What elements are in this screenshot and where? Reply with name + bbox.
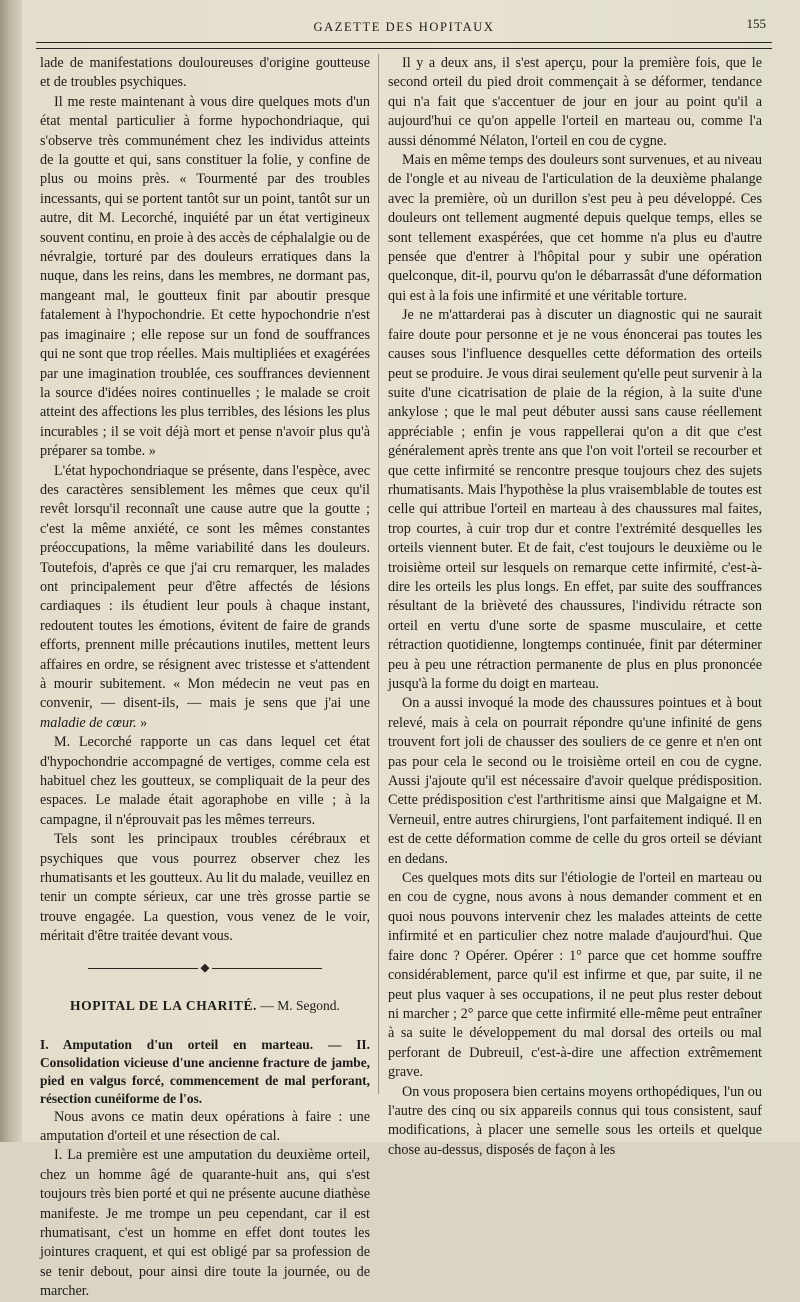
section-separator <box>40 959 370 978</box>
separator-line <box>212 968 322 969</box>
paragraph-text: » <box>136 714 148 731</box>
paragraph: On vous proposera bien certains moyens orthopédiques, l'un ou l'autre des cinq ou six appareils connus qui tous consistent, sauf modifications, à placer une semelle sous les orteils et quelque chose au-dessus, disposés de façon à les <box>388 1083 762 1158</box>
page-number: 155 <box>746 16 766 31</box>
paragraph: Il y a deux ans, il s'est aperçu, pour la première fois, que le second orteil du pied droit commençait à se déformer, tendance qui n'a fait que s'accentuer de jour en jour au point qu'il a aujourd'hui ce qu'on appelle l'orteil en marteau ou, comme l'a aussi dénommé Nélaton, l'orteil en cou de cygne. <box>388 55 762 149</box>
paragraph: Tels sont les principaux troubles cérébraux et psychiques que vous pourrez observer chez les rhumatisants et les goutteux. Au lit du malade, veuillez en tenir un compte sérieux, car une très grosse partie se trouve engagée. La question, vous venez de le voir, méritait d'être traitée devant vous. <box>40 831 370 945</box>
header-rule <box>36 42 772 49</box>
italic-phrase: maladie de cœur. <box>40 714 137 731</box>
separator-ornament: ◆ <box>200 961 210 974</box>
section-heading <box>40 996 370 1015</box>
paragraph: I. La première est une amputation du deuxième orteil, chez un homme âgé de quarante-huit ans, qui s'est toujours très bien porté et qui ne présente aucune diathèse manifeste. Je me trompe un peu cependant, car il est rhumatisant, c'est un homme en effet dont toutes les jointures craquent, et qui est obligé par sa profession de se tenir debout, pour ainsi dire toute la journée, ou de marcher. <box>40 1147 370 1300</box>
binding-spine <box>0 0 22 1142</box>
paragraph: Nous avons ce matin deux opérations à faire : une amputation d'orteil et une résection de cal. <box>40 1108 370 1144</box>
paragraph: On a aussi invoqué la mode des chaussures pointues et à bout relevé, mais à cela on pourrait répondre qu'une infinité de gens trouvent fort joli de chausser des souliers de ce genre et n'en ont pas pour cela le second ou le troisième orteil en cou de cygne. Aussi j'ajoute qu'il est nécessaire d'avoir quelque prédisposition. Cette prédisposition c'est l'arthritisme ainsi que Malgaigne et M. Verneuil, entre autres chirurgiens, l'ont parfaitement indiqué. Il en est de cette déformation comme de celle du gros orteil se déviant en dedans. <box>388 695 762 867</box>
section-author: — M. Segond. <box>257 998 340 1014</box>
left-column <box>40 54 370 1302</box>
paragraph <box>40 462 370 734</box>
separator-line <box>88 968 198 969</box>
running-title: GAZETTE DES HOPITAUX <box>313 20 495 34</box>
right-column <box>388 54 762 1160</box>
section-institution: HOPITAL DE LA CHARITÉ. <box>70 998 258 1014</box>
paragraph: M. Lecorché rapporte un cas dans lequel cet état d'hypochondrie accompagné de vertiges, comme cela est habituel chez les goutteux, se compliquait de la peur des espaces. Le malade était agoraphobe en ville ; à la campagne, il n'éprouvait pas les mêmes terreurs. <box>40 734 370 828</box>
paragraph: lade de manifestations douloureuses d'origine goutteuse et de troubles psychiques. <box>40 55 370 91</box>
page-header <box>36 16 772 42</box>
paragraph: Il me reste maintenant à vous dire quelques mots d'un état mental particulier à forme hypochondriaque, qui s'observe très communément chez les individus atteints de la goutte et qui, sans constituer la folie, y confine de plus ou moins près. « Tourmenté par des troubles incessants, qui se portent tantôt sur un point, tantôt sur un autre, dit M. Lecorché, inquiété par un état vertigineux souvent continu, en proie à des accès de céphalalgie ou de névralgie, torturé par des douleurs erratiques dans la nuque, dans les reins, dans les membres, ne dormant pas, mangeant mal, le goutteux finit par aboutir presque fatalement à l'hypochondrie. Et cette hypochondrie n'est pas imaginaire ; elle repose sur un fond de souffrances qui ne sont que trop réelles. Mais multipliées et exagérées par une imagination troublée, ces souffrances deviennent la source d'idées noires continuelles ; le malade se croit atteint des affections les plus terribles, des lésions les plus incurables ; il se voit déjà mort et pense n'avoir plus qu'à préparer sa tombe. » <box>40 93 370 460</box>
column-divider <box>378 54 379 1094</box>
paragraph-text: L'état hypochondriaque se présente, dans l'espèce, avec des caractères sensiblement les mêmes que ceux qu'il revêt lorsqu'il reconnaît une cause autre que la goutte ; c'est la même anxiété, ce sont les mêmes constantes préoccupations, la même variabilité dans les douleurs. Toutefois, d'après ce que j'ai cru remarquer, les malades ont principalement peur d'être affectés de lésions cardiaques : ils étudient leur pouls à chaque instant, redoutent toutes les émotions, évitent de faire de grands efforts, prennent mille précautions inutiles, mettent leurs affaires en ordre, se résignent avec tristesse et s'attendent à mourir subitement. « Mon médecin ne veut pas en convenir, — disent-ils, — mais je sens que j'ai une <box>40 462 370 712</box>
lecture-title: I. Amputation d'un orteil en marteau. — II. Consolidation vicieuse d'une ancienne fracture de jambe, pied en valgus forcé, commencement de mal perforant, résection cunéiforme de l'os. <box>40 1036 370 1106</box>
paragraph: Mais en même temps des douleurs sont survenues, et au niveau de l'ongle et au niveau de l'articulation de la deuxième phalange avec la première, où un durillon s'est peu à peu développé. Ces douleurs ont tellement augmenté depuis quelque temps, elles se sont tellement exaspérées, que cet homme n'a plus eu d'autre pensée que d'entrer à l'hôpital pour y subir une opération quelconque, dit-il, pourvu qu'on le débarrassât d'une déformation qui est à la fois une infirmité et une véritable torture. <box>388 152 762 304</box>
paragraph: Ces quelques mots dits sur l'étiologie de l'orteil en marteau ou en cou de cygne, nous avons à nous demander comment et en quoi nous pouvons intervenir chez les malades atteints de cette infirmité et en particulier chez notre malade d'aujourd'hui. Que faire donc ? Opérer. Opérer : 1° parce que cet homme souffre considérablement, parce qu'il est infirme et que, par suite, il ne peut plus vaquer à ses occupations, il ne peut plus rester debout ni marcher ; 2° parce que cette infirmité elle-même peut entraîner à sa suite le développement du mal dorsal des orteils ou mal perforant de Dubreuil, c'est-à-dire une affection extrêmement grave. <box>388 870 762 1081</box>
paragraph: Je ne m'attarderai pas à discuter un diagnostic qui ne saurait faire doute pour personne et je ne vous énoncerai pas toutes les causes sous l'influence desquelles cette déformation des orteils peut se produire. Je vous dirai seulement qu'elle peut survenir à la suite d'une cicatrisation de plaie de la région, à la suite d'une ankylose ; que le mal peut débuter aussi sans cause réellement appréciable ; enfin je vous rappellerai qu'on a dit que c'est généralement après trente ans que l'on voit l'orteil se recourber et que cette infirmité se rencontre presque toujours chez des sujets rhumatisants. Mais l'hypothèse la plus vraisemblable de toutes est celle qui attribue l'orteil en marteau à des chaussures mal faites, trop courtes, à cuir trop dur et contre l'extrémité desquelles les orteils viennent buter. Et de fait, c'est toujours le deuxième ou le troisième orteil sur lesquels on remarque cette infirmité, c'est-à-dire les orteils les plus longs. En effet, par suite des souffrances résultant de la brièveté des chaussures, l'individu rétracte son orteil en vertu d'une sorte de spasme musculaire, et cette rétraction quotidienne, longtemps continuée, finit par déterminer peu à peu une rétraction permanente de plus en plus prononcée jusqu'à la forme du doigt en marteau. <box>388 307 762 692</box>
